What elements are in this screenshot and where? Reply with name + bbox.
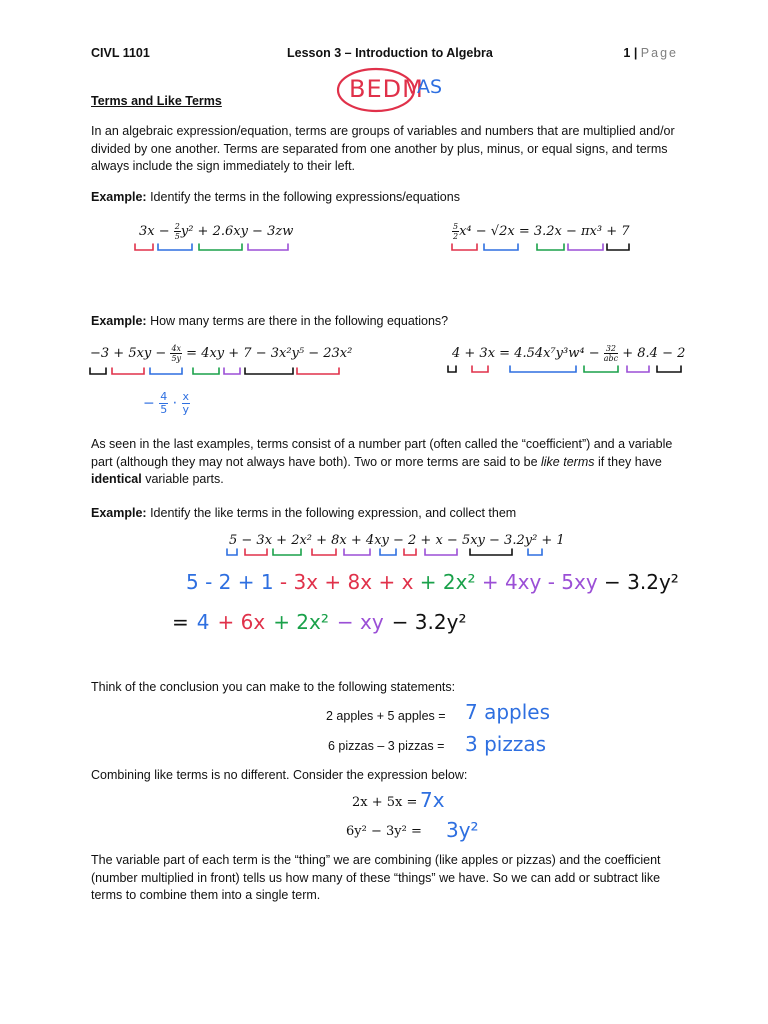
handwritten-segment: = bbox=[172, 610, 189, 634]
closing-paragraph: The variable part of each term is the “thing” we are combining (like apples or pizzas) and the coefficient (number multiplied in front) tells us how many of these “things” we have. So we can add or subtract like terms to combine them into a single term. bbox=[91, 853, 661, 902]
conclusion-intro: Think of the conclusion you can make to the following statements: bbox=[91, 680, 456, 694]
numerator: x bbox=[182, 390, 190, 403]
bracket-black bbox=[90, 368, 106, 374]
fraction bbox=[174, 222, 181, 241]
numerator: 4 bbox=[160, 390, 168, 403]
denominator: 5 bbox=[160, 403, 168, 416]
bracket-red bbox=[112, 368, 144, 374]
statement-apples: 2 apples + 5 apples = bbox=[326, 709, 446, 723]
numerator: 2 bbox=[174, 222, 180, 231]
bracket-blue bbox=[150, 368, 182, 374]
bracket-black bbox=[245, 368, 293, 374]
example1-prompt bbox=[91, 189, 691, 207]
numerator: 4x bbox=[171, 344, 182, 353]
handwritten-bedmas bbox=[335, 66, 455, 114]
example3-prompt bbox=[91, 505, 691, 523]
bracket-red bbox=[472, 366, 488, 372]
like-terms-paragraph bbox=[91, 436, 691, 489]
page-indicator bbox=[623, 46, 678, 60]
bracket-blue bbox=[227, 549, 237, 555]
combining-answer-2: 3y² bbox=[446, 818, 479, 842]
bracket-blue bbox=[484, 244, 518, 250]
bracket-purple bbox=[425, 549, 457, 555]
bracket-red bbox=[245, 549, 267, 555]
intro-paragraph: In an algebraic expression/equation, terms are groups of variables and numbers that are multiplied and/or divided by one another. Terms are separated from one another by plus, minus, or equal signs, and terms always include the sign immediately to their left. bbox=[91, 124, 675, 173]
bracket-blue bbox=[158, 244, 192, 250]
handwritten-segment: − 3.2y² bbox=[391, 610, 467, 634]
bracket-black bbox=[607, 244, 629, 250]
bracket-purple bbox=[627, 366, 649, 372]
bracket-purple bbox=[568, 244, 603, 250]
handwritten-segment: + 4xy - 5xy bbox=[481, 570, 598, 594]
lesson-title: Lesson 3 – Introduction to Algebra bbox=[287, 46, 493, 60]
bracket-green bbox=[193, 368, 219, 374]
bracket-green bbox=[273, 549, 301, 555]
expr-part: = 4xy + 7 − 3x²y⁵ − 23x² bbox=[182, 346, 353, 361]
bedmas-boxed-letters: BEDM bbox=[349, 75, 424, 103]
bracket-purple bbox=[248, 244, 288, 250]
expr-part: + 8.4 − 2 bbox=[618, 346, 686, 361]
example1-expression-left bbox=[139, 222, 293, 241]
page-separator: | bbox=[633, 46, 638, 60]
bracket-blue bbox=[380, 549, 396, 555]
bracket-black bbox=[470, 549, 512, 555]
hw-fraction bbox=[182, 391, 191, 416]
denominator: 5y bbox=[171, 354, 182, 363]
bracket-red bbox=[135, 244, 153, 250]
example-text: Identify the terms in the following expressions/equations bbox=[146, 190, 460, 204]
handwritten-segment: + 6x bbox=[217, 610, 266, 634]
answer-pizzas: 3 pizzas bbox=[465, 732, 547, 756]
expr-part: 3x − bbox=[139, 224, 174, 239]
example3-expression: 5 − 3x + 2x² + 8x + 4xy − 2 + x − 5xy − 3.2y² + 1 bbox=[229, 533, 565, 548]
handwritten-segment: 5 - 2 + 1 bbox=[186, 570, 274, 594]
handwritten-fraction-note bbox=[143, 391, 190, 416]
para-text: if they have bbox=[594, 454, 662, 469]
bracket-red bbox=[404, 549, 416, 555]
handwritten-segment: + 2x² bbox=[413, 570, 482, 594]
combining-answer-1: 7x bbox=[420, 788, 445, 812]
handwritten-segment: − xy bbox=[336, 610, 384, 634]
page-number: 1 bbox=[623, 46, 631, 60]
expr-part: y² + 2.6xy − 3zw bbox=[180, 224, 294, 239]
numerator: 32 bbox=[604, 344, 618, 354]
expr-part: x⁴ − √2x = 3.2x − πx³ + 7 bbox=[459, 224, 630, 239]
example1-expression-right bbox=[452, 222, 630, 241]
bracket-green bbox=[199, 244, 242, 250]
identical-emphasis: identical bbox=[91, 472, 142, 486]
combining-expr-1: 2x + 5x = bbox=[352, 795, 418, 810]
denominator: 2 bbox=[453, 232, 459, 241]
fraction bbox=[604, 344, 618, 363]
handwritten-segment: - 3x + 8x + x bbox=[273, 570, 414, 594]
bracket-green bbox=[584, 366, 618, 372]
denominator: 5 bbox=[174, 232, 180, 241]
para-text: variable parts. bbox=[141, 472, 224, 486]
example2-expression-right bbox=[452, 344, 685, 363]
handwritten-simplified-result bbox=[172, 610, 466, 634]
example2-expression-left bbox=[90, 344, 352, 363]
bracket-black bbox=[657, 366, 681, 372]
like-terms-emphasis: like terms bbox=[541, 454, 595, 469]
denominator: abc bbox=[603, 354, 619, 363]
bracket-purple bbox=[344, 549, 370, 555]
numerator: 5 bbox=[453, 222, 459, 231]
hw-fraction bbox=[159, 391, 168, 416]
expr-part: −3 + 5xy − bbox=[90, 346, 171, 361]
bedmas-rest-letters: AS bbox=[417, 76, 443, 98]
handwritten-segment: 4 bbox=[196, 610, 210, 634]
hw-sign: − bbox=[143, 395, 155, 412]
section-heading: Terms and Like Terms bbox=[91, 94, 222, 108]
handwritten-segment: − 3.2y² bbox=[597, 570, 679, 594]
handwritten-collected-terms bbox=[186, 570, 679, 594]
bracket-blue bbox=[528, 549, 542, 555]
example-label: Example: bbox=[91, 190, 147, 204]
denominator: y bbox=[182, 403, 190, 416]
para-text: As seen in the last examples, terms consist of a number part (often called the “coefficient”) and a variable part (although they may not always have both). Two or more terms are said to be bbox=[91, 437, 673, 469]
bracket-red bbox=[312, 549, 336, 555]
bracket-black bbox=[448, 366, 456, 372]
example-text: Identify the like terms in the following expression, and collect them bbox=[146, 506, 517, 520]
bracket-red bbox=[297, 368, 339, 374]
hw-dot: · bbox=[172, 395, 178, 412]
bracket-purple bbox=[224, 368, 240, 374]
bracket-green bbox=[537, 244, 564, 250]
example-label: Example: bbox=[91, 314, 147, 328]
example2-prompt bbox=[91, 313, 691, 331]
statement-pizzas: 6 pizzas – 3 pizzas = bbox=[328, 739, 445, 753]
course-code: CIVL 1101 bbox=[91, 46, 150, 60]
handwritten-segment: + 2x² bbox=[273, 610, 329, 634]
example-text: How many terms are there in the following equations? bbox=[146, 314, 449, 328]
page-word: Page bbox=[640, 46, 678, 60]
combining-intro: Combining like terms is no different. Consider the expression below: bbox=[91, 768, 468, 782]
expr-part: 4 + 3x = 4.54x⁷y³w⁴ − bbox=[452, 346, 604, 361]
fraction bbox=[170, 344, 182, 363]
bracket-blue bbox=[510, 366, 576, 372]
answer-apples: 7 apples bbox=[465, 700, 551, 724]
example-label: Example: bbox=[91, 506, 147, 520]
combining-expr-2: 6y² − 3y² = bbox=[346, 824, 422, 839]
bracket-red bbox=[452, 244, 477, 250]
